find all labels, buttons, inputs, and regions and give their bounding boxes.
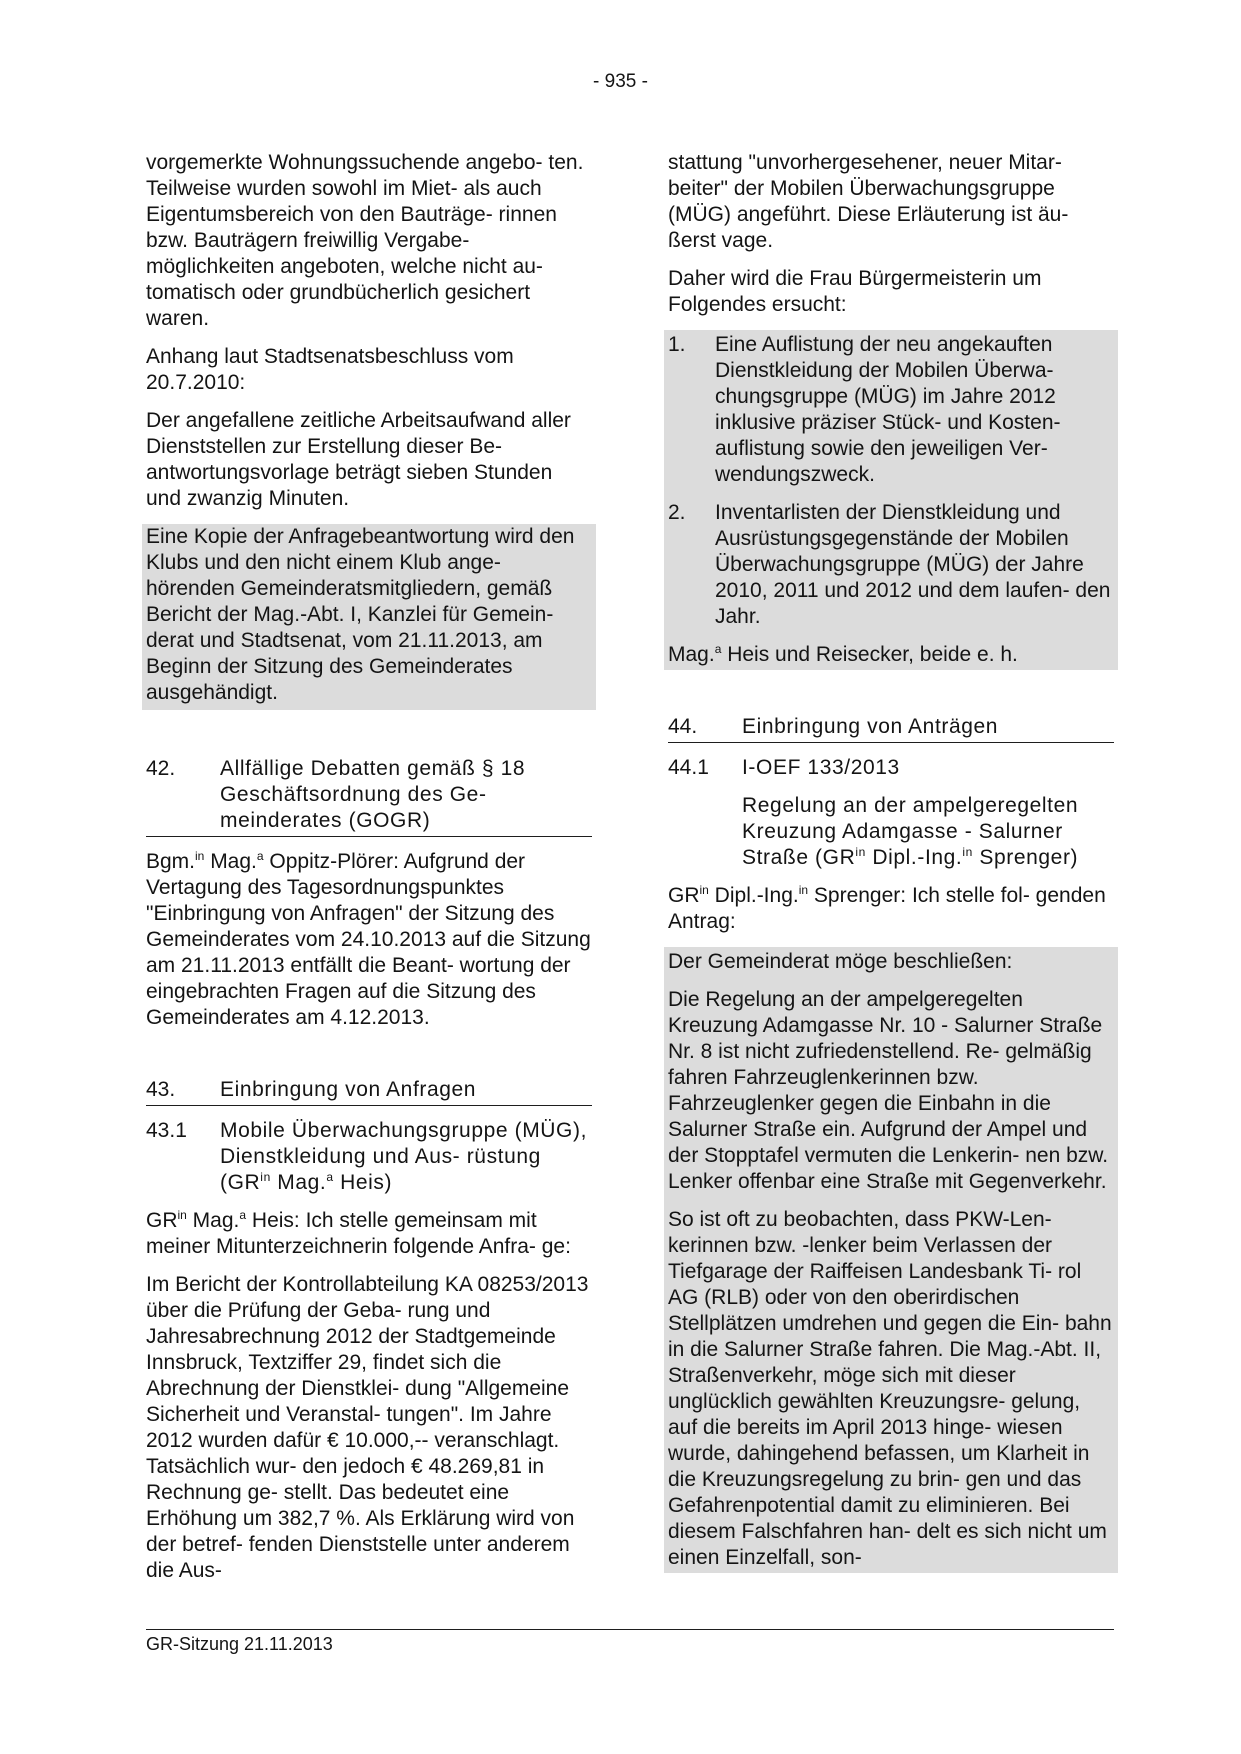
speaker-title: GR xyxy=(668,884,700,907)
title-text: Dipl.-Ing. xyxy=(865,846,963,869)
title-text: Mag. xyxy=(270,1171,327,1194)
paragraph: vorgemerkte Wohnungssuchende angebo- ten. Teilweise wurden sowohl im Miet- als auch Eigentumsbereich von den Bauträge- rinnen bzw. Bauträgern freiwillig Vergabe- möglichkeiten angeboten, welche nicht au- tomatisch oder grundbücherlich gesichert waren. xyxy=(146,151,584,330)
superscript: a xyxy=(326,1170,334,1184)
superscript: in xyxy=(260,1170,271,1184)
list-number: 1. xyxy=(668,333,686,356)
footer-text: GR-Sitzung 21.11.2013 xyxy=(146,1634,333,1654)
right-column xyxy=(668,150,1114,1573)
subsection-title xyxy=(668,793,1114,871)
shaded-motion xyxy=(664,947,1118,1573)
section-number: 44.1 xyxy=(668,756,709,779)
paragraph: Im Bericht der Kontrollabteilung KA 08253/2013 über die Prüfung der Geba- rung und Jahresabrechnung 2012 der Stadtgemeinde Innsbruck, Textziffer 29, findet sich die Abrechnung der Dienstklei- dung "Allgemeine Sicherheit und Veranstal- tungen". Im Jahre 2012 wurden dafür € 10.000,-- veranschlagt. Tatsächlich wur- den jedoch € 48.269,81 in Rechnung ge- stellt. Das bedeutet eine Erhöhung um 382,7 %. Als Erklärung wird von der betref- fenden Dienststelle unter anderem die Aus- xyxy=(146,1273,589,1582)
list-text: Inventarlisten der Dienstkleidung und Ausrüstungsgegenstände der Mobilen Überwachungsgruppe (MÜG) der Jahre 2010, 2011 und 2012 und dem laufen- den Jahr. xyxy=(715,501,1111,628)
superscript: in xyxy=(855,845,866,859)
section-heading-44 xyxy=(668,714,1114,743)
paragraph: Die Regelung an der ampelgeregelten Kreuzung Adamgasse Nr. 10 - Salurner Straße Nr. 8 ist nicht zufriedenstellend. Re- gelmäßig fahren Fahrzeuglenkerinnen bzw. Fahrzeuglenker gegen die Einbahn in die Salurner Straße ein. Aufgrund der Ampel und der Stopptafel vermuten die Lenkerin- nen bzw. Lenker offenbar eine Straße mit Gegenverkehr. xyxy=(668,988,1109,1193)
speaker-title: Mag. xyxy=(186,1209,240,1232)
page-number: - 935 - xyxy=(593,71,648,92)
list-text: Eine Auflistung der neu angekauften Dienstkleidung der Mobilen Überwa- chungsgruppe (MÜG) im Jahre 2012 inklusive präziser Stück- und Kosten- auflistung sowie den jeweiligen Ver- wendungszweck. xyxy=(715,333,1061,486)
title-text: Heis) xyxy=(333,1171,393,1194)
section-number: 43. xyxy=(146,1078,176,1101)
section-title xyxy=(742,793,1114,871)
paragraph xyxy=(146,1208,592,1260)
list-number: 2. xyxy=(668,501,686,524)
superscript: a xyxy=(256,849,264,863)
subsection-heading-43-1 xyxy=(146,1118,592,1196)
superscript: in xyxy=(699,883,709,897)
paragraph: Daher wird die Frau Bürgermeisterin um Folgendes ersucht: xyxy=(668,267,1042,316)
title-text: Sprenger) xyxy=(972,846,1079,869)
paragraph: Anhang laut Stadtsenatsbeschluss vom 20.7.2010: xyxy=(146,345,514,394)
superscript: a xyxy=(239,1208,247,1222)
paragraph-text: Sprenger: Ich stelle fol- genden Antrag: xyxy=(668,884,1106,933)
section-code: I-OEF 133/2013 xyxy=(742,756,900,779)
paragraph-text: Heis: Ich stelle gemeinsam mit meiner Mitunterzeichnerin folgende Anfra- ge: xyxy=(146,1209,571,1258)
paragraph: Eine Kopie der Anfragebeantwortung wird den Klubs und den nicht einem Klub ange- hörenden Gemeinderatsmitgliedern, gemäß Bericht der Mag.-Abt. I, Kanzlei für Gemein- derat und Stadtsenat, vom 21.11.2013, am Beginn der Sitzung des Gemeinderates ausgehändigt. xyxy=(146,525,575,704)
speaker-title: Mag. xyxy=(204,850,257,873)
shaded-request-list xyxy=(664,330,1118,670)
footer-divider xyxy=(146,1629,1114,1630)
list-item xyxy=(668,332,1114,488)
section-title: Einbringung von Anträgen xyxy=(742,715,999,738)
left-column xyxy=(146,150,592,1584)
signature-title: Mag. xyxy=(668,643,715,666)
section-number: 44. xyxy=(668,715,698,738)
title-text: Mobile Überwachungsgruppe (MÜG), Dienstkleidung und Aus- rüstung (GR xyxy=(220,1119,588,1194)
speaker-title: Dipl.-Ing. xyxy=(708,884,799,907)
paragraph xyxy=(146,849,592,1031)
paragraph: Der angefallene zeitliche Arbeitsaufwand aller Dienststellen zur Erstellung dieser Be- antwortungsvorlage beträgt sieben Stunden und zwanzig Minuten. xyxy=(146,409,571,510)
superscript: in xyxy=(177,1208,187,1222)
section-number: 42. xyxy=(146,757,176,780)
section-title xyxy=(220,1118,592,1196)
signature-text: Heis und Reisecker, beide e. h. xyxy=(721,643,1018,666)
paragraph xyxy=(668,883,1114,935)
paragraph: So ist oft zu beobachten, dass PKW-Len- kerinnen bzw. -lenker beim Verlassen der Tiefgarage der Raiffeisen Landesbank Ti- rol AG (RLB) oder von den oberirdischen Stellplätzen umdrehen und gegen die Ein- bahn in die Salurner Straße fahren. Die Mag.-Abt. II, Straßenverkehr, möge sich mit dieser unglücklich gewählten Kreuzungsre- gelung, auf die bereits im April 2013 hinge- wiesen wurde, dahingehend befassen, um Klarheit in die Kreuzungsregelung zu brin- gen und das Gefahrenpotential damit zu eliminieren. Bei diesem Falschfahren han- delt es sich nicht um einen Einzelfall, son- xyxy=(668,1208,1112,1569)
title-text: Regelung an der ampelgeregelten Kreuzung Adamgasse - Salurner Straße (GR xyxy=(742,794,1079,869)
subsection-heading-44-1 xyxy=(668,755,1114,781)
section-title: Einbringung von Anfragen xyxy=(220,1078,477,1101)
paragraph: stattung "unvorhergesehener, neuer Mitar- beiter" der Mobilen Überwachungsgruppe (MÜG) angeführt. Diese Erläuterung ist äu- ßerst vage. xyxy=(668,151,1069,252)
shaded-note xyxy=(142,524,596,710)
superscript: a xyxy=(714,642,722,656)
superscript: in xyxy=(798,883,809,897)
signature xyxy=(668,642,1114,668)
superscript: in xyxy=(962,845,973,859)
paragraph: Der Gemeinderat möge beschließen: xyxy=(668,950,1013,973)
section-number: 43.1 xyxy=(146,1119,187,1142)
list-item xyxy=(668,500,1114,630)
speaker-title: Bgm. xyxy=(146,850,196,873)
paragraph-text: Oppitz-Plörer: Aufgrund der Vertagung des Tagesordnungspunktes "Einbringung von Anfragen" der Sitzung des Gemeinderates vom 24.10.2013 auf die Sitzung am 21.11.2013 entfällt die Beant- wortung der eingebrachten Fragen auf die Sitzung des Gemeinderates am 4.12.2013. xyxy=(146,850,591,1029)
section-heading-42 xyxy=(146,756,592,837)
section-heading-43 xyxy=(146,1077,592,1106)
speaker-title: GR xyxy=(146,1209,178,1232)
superscript: in xyxy=(195,849,205,863)
section-title: Allfällige Debatten gemäß § 18 Geschäftsordnung des Ge- meinderates (GOGR) xyxy=(220,757,526,832)
